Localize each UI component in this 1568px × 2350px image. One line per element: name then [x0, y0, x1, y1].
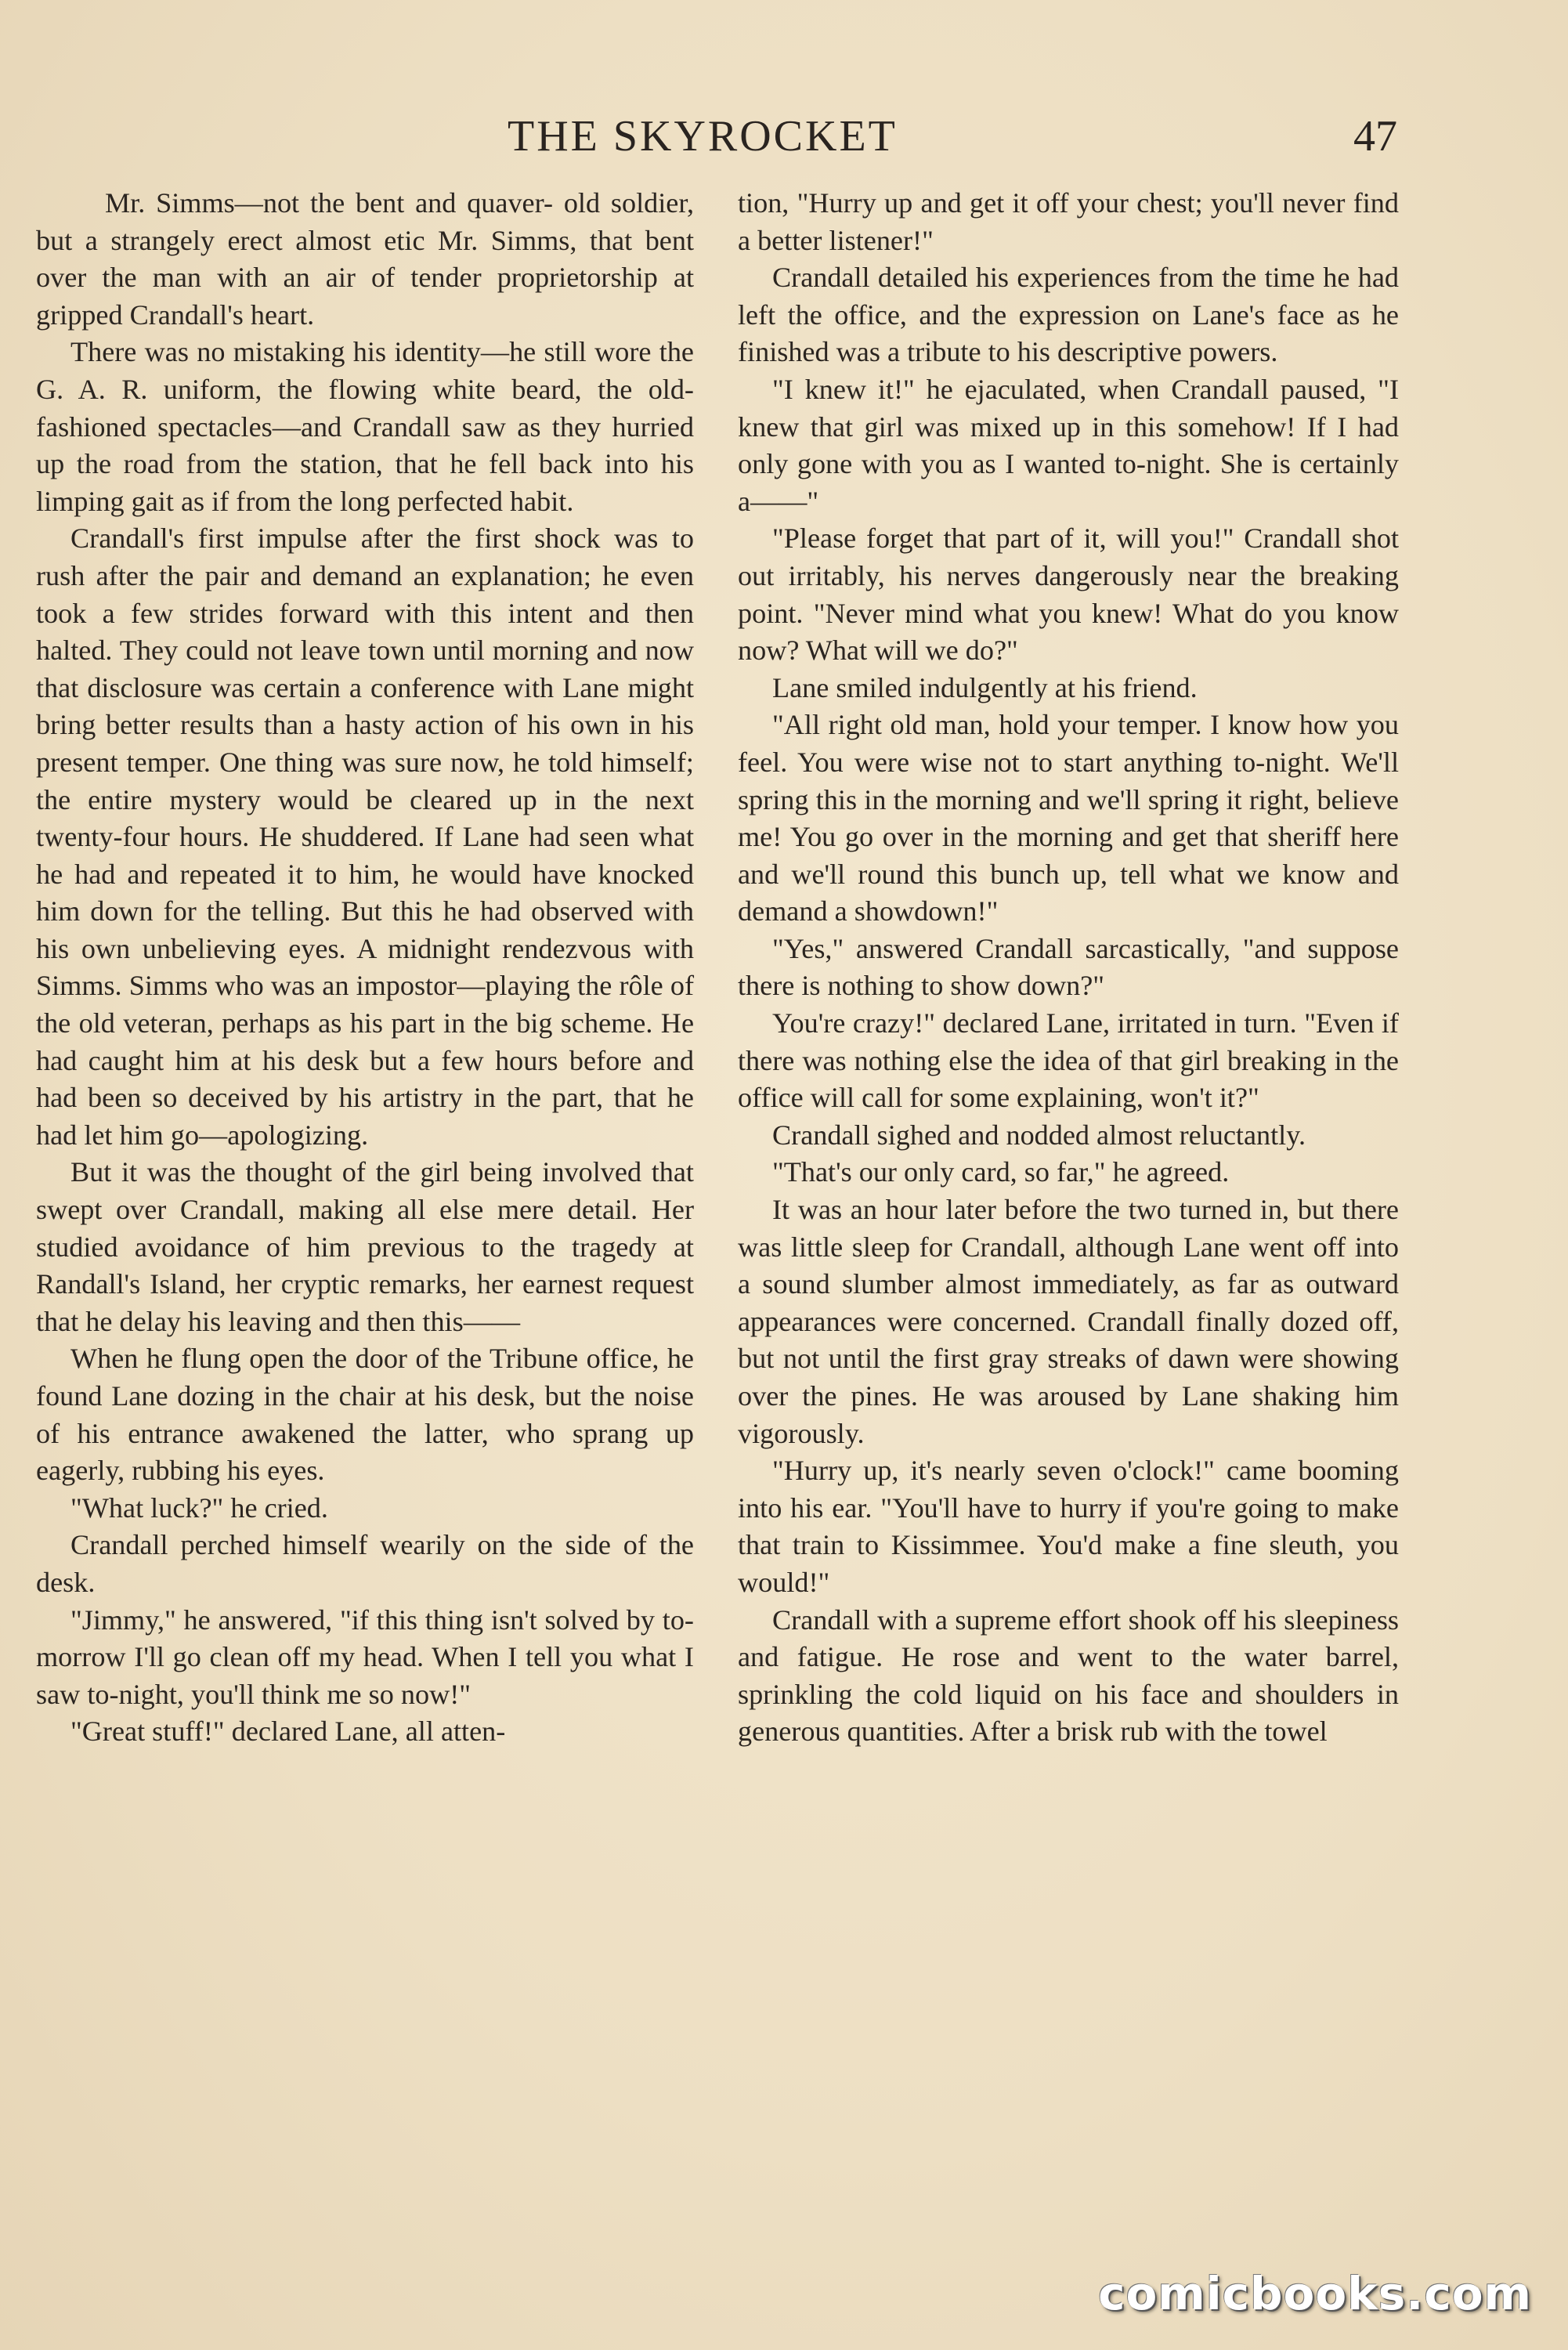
- paragraph: "All right old man, hold your temper. I know how you feel. You were wise not to start anything to-night. We'll spring this in the morning and we'll spring it right, believe me! You go over in the morning and get that sheriff here and we'll round this bunch up, tell what we know and demand a showdown!": [738, 709, 1399, 927]
- left-column: [36, 185, 694, 1751]
- paragraph: "I knew it!" he ejaculated, when Crandall paused, "I knew that girl was mixed up in this somehow! If I had only gone with you as I wanted to-night. She is certainly a——": [738, 373, 1399, 517]
- paragraph: Crandall perched himself wearily on the side of the desk.: [36, 1529, 694, 1598]
- paragraph: Mr. Simms—not the bent and quaver- old soldier, but a strangely erect almost etic Mr. Simms, that bent over the man with an air of tender proprietorship at gripped Crandall's heart.: [36, 187, 694, 331]
- paragraph: "Yes," answered Crandall sarcastically, "and suppose there is nothing to show down?": [738, 932, 1399, 1002]
- paragraph: tion, "Hurry up and get it off your chest; you'll never find a better listener!": [738, 187, 1399, 256]
- paragraph: You're crazy!" declared Lane, irritated in turn. "Even if there was nothing else the idea of that girl breaking in the office will call for some explaining, won't it?": [738, 1007, 1399, 1114]
- paragraph: "Hurry up, it's nearly seven o'clock!" came booming into his ear. "You'll have to hurry if you're going to make that train to Kissimmee. You'd make a fine sleuth, you would!": [738, 1455, 1399, 1598]
- paragraph: "Please forget that part of it, will you!" Crandall shot out irritably, his nerves dangerously near the breaking point. "Never mind what you knew! What do you know now? What will we do?": [738, 522, 1399, 667]
- paragraph: "Great stuff!" declared Lane, all atten-: [70, 1716, 506, 1748]
- paragraph: Lane smiled indulgently at his friend.: [772, 671, 1198, 703]
- paragraph: But it was the thought of the girl being involved that swept over Crandall, making all else mere detail. Her studied avoidance of him previous to the tragedy at Randall's Island, her cryptic remarks, her earnest request that he delay his leaving and then this——: [36, 1156, 694, 1337]
- running-header: [0, 111, 1568, 166]
- paragraph: Crandall detailed his experiences from the time he had left the office, and the expression on Lane's face as he finished was a tribute to his descriptive powers.: [738, 262, 1399, 368]
- paragraph: Crandall's first impulse after the first shock was to rush after the pair and demand an explanation; he even took a few strides forward with this intent and then halted. They could not leave town until morning and now that disclosure was certain a conference with Lane might bring better results than a hasty action of his own in his present temper. One thing was sure now, he told himself; the entire mystery would be cleared up in the next twenty-four hours. He shuddered. If Lane had seen what he had and repeated it to him, he would have knocked him down for the telling. But this he had observed with his own unbelieving eyes. A midnight rendezvous with Simms. Simms who was an impostor—playing the rôle of the old veteran, perhaps as his part in the big scheme. He had caught him at his desk but a few hours before and had been so deceived by his artistry in the part, that he had let him go—apologizing.: [36, 522, 694, 1151]
- paragraph: It was an hour later before the two turned in, but there was little sleep for Crandall, although Lane went off into a sound slumber almost immediately, as far as outward appearances were concerned. Crandall finally dozed off, but not until the first gray streaks of dawn were showing over the pines. He was aroused by Lane shaking him vigorously.: [738, 1194, 1399, 1449]
- site-watermark: comicbooks.com: [1098, 2267, 1532, 2320]
- right-column: [738, 185, 1399, 1751]
- paragraph: Crandall with a supreme effort shook off his sleepiness and fatigue. He rose and went to the water barrel, sprinkling the cold liquid on his face and shoulders in generous quantities. After a brisk rub with the towel: [738, 1603, 1399, 1748]
- paragraph: "Jimmy," he answered, "if this thing isn't solved by to-morrow I'll go clean off my head. When I tell you what I saw to-night, you'll think me so now!": [36, 1603, 694, 1710]
- paragraph: There was no mistaking his identity—he still wore the G. A. R. uniform, the flowing white beard, the old-fashioned spectacles—and Crandall saw as they hurried up the road from the station, that he fell back into his limping gait as if from the long perfected habit.: [36, 336, 694, 517]
- paragraph: "That's our only card, so far," he agreed.: [772, 1156, 1230, 1188]
- paragraph: "What luck?" he cried.: [70, 1491, 328, 1524]
- paragraph: When he flung open the door of the Tribune office, he found Lane dozing in the chair at his desk, but the noise of his entrance awakened the latter, who sprang up eagerly, rubbing his eyes.: [36, 1343, 694, 1487]
- page-number: 47: [1353, 112, 1397, 161]
- magazine-title: THE SKYROCKET: [508, 112, 898, 161]
- paragraph: Crandall sighed and nodded almost reluctantly.: [772, 1119, 1306, 1151]
